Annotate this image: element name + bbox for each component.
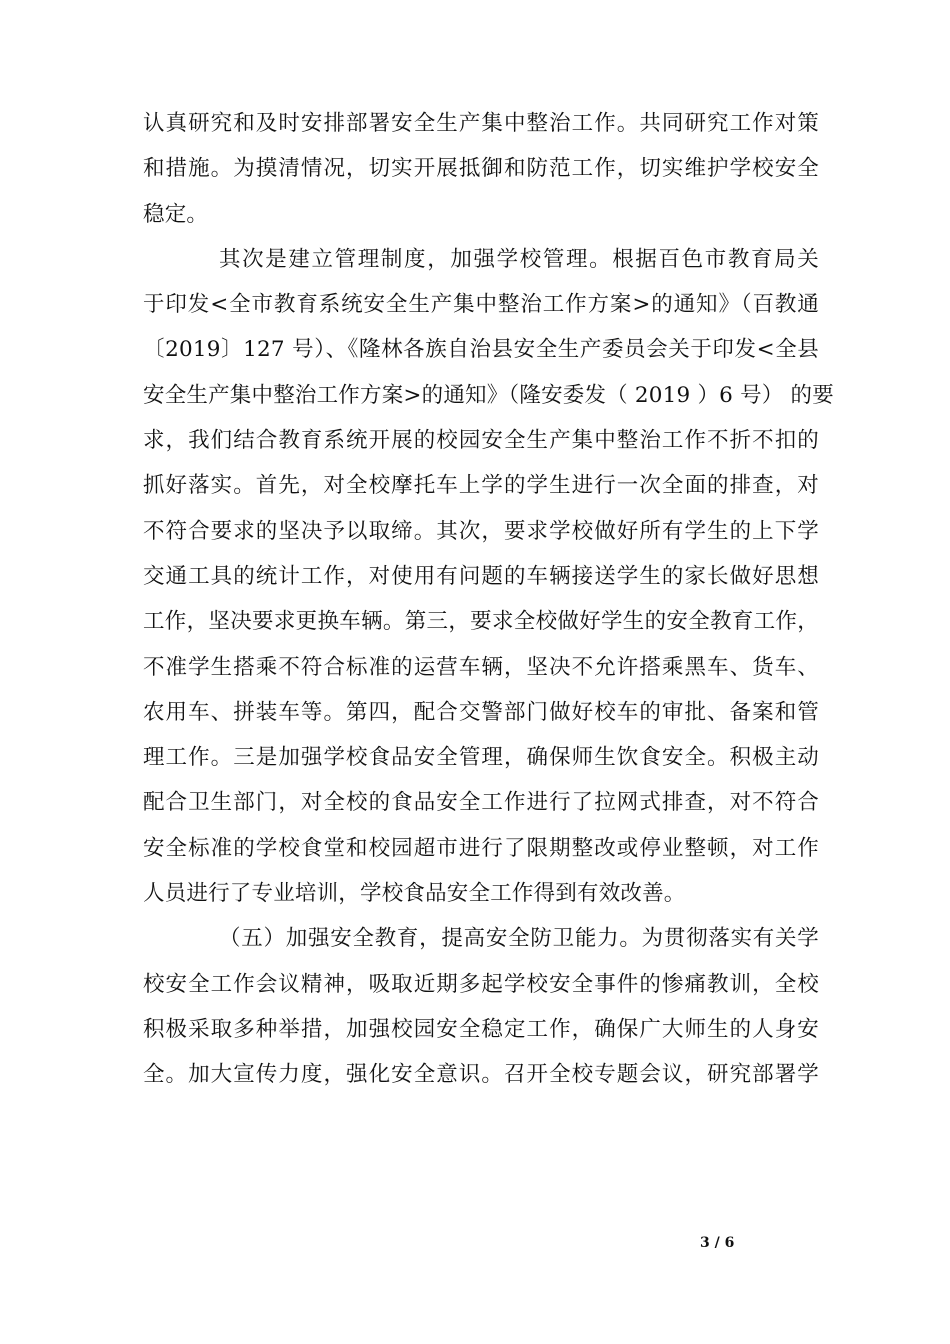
text-line: 认真研究和及时安排部署安全生产集中整治工作。共同研究工作对策 — [143, 111, 819, 136]
text-line: 求，我们结合教育系统开展的校园安全生产集中整治工作不折不扣的 — [143, 428, 819, 454]
text-line: 工作，坚决要求更换车辆。第三，要求全校做好学生的安全教育工作， — [143, 609, 819, 635]
text-line: 安全生产集中整治工作方案>的通知》（隆安委发（ 2019 ）6 号） 的要 — [143, 382, 834, 408]
text-line: 抓好落实。首先，对全校摩托车上学的学生进行一次全面的排查，对 — [143, 473, 819, 499]
document-body — [143, 101, 834, 1098]
text-line: 人员进行了专业培训，学校食品安全工作得到有效改善。 — [143, 881, 686, 907]
text-line: 配合卫生部门，对全校的食品安全工作进行了拉网式排查，对不符合 — [143, 790, 819, 816]
text-line: 稳定。 — [143, 201, 209, 227]
paragraph-start-line: 其次是建立管理制度，加强学校管理。根据百色市教育局关 — [219, 246, 819, 272]
text-line: 校安全工作会议精神，吸取近期多起学校安全事件的惨痛教训，全校 — [143, 971, 819, 997]
text-line: 和措施。为摸清情况，切实开展抵御和防范工作，切实维护学校安全 — [143, 156, 819, 182]
text-line: 不符合要求的坚决予以取缔。其次，要求学校做好所有学生的上下学 — [143, 518, 819, 544]
paragraph-start-line: （五）加强安全教育，提高安全防卫能力。为贯彻落实有关学 — [219, 926, 819, 952]
text-line: 于印发<全市教育系统安全生产集中整治工作方案>的通知》（百教通 — [143, 292, 819, 318]
text-line: 交通工具的统计工作，对使用有问题的车辆接送学生的家长做好思想 — [143, 563, 819, 589]
text-line: 农用车、拼装车等。第四，配合交警部门做好校车的审批、备案和管 — [143, 699, 819, 725]
text-line: 安全标准的学校食堂和校园超市进行了限期整改或停业整顿，对工作 — [143, 835, 819, 861]
text-line: 不准学生搭乘不符合标准的运营车辆，坚决不允许搭乘黑车、货车、 — [143, 654, 819, 680]
text-line: 全。加大宣传力度，强化安全意识。召开全校专题会议，研究部署学 — [143, 1062, 819, 1088]
page-number: 3 / 6 — [700, 1235, 735, 1251]
text-line: 〔2019〕127 号）、《隆林各族自治县安全生产委员会关于印发<全县 — [143, 337, 819, 363]
text-line: 积极采取多种举措，加强校园安全稳定工作，确保广大师生的人身安 — [143, 1016, 819, 1042]
text-line: 理工作。三是加强学校食品安全管理，确保师生饮食安全。积极主动 — [143, 745, 819, 771]
